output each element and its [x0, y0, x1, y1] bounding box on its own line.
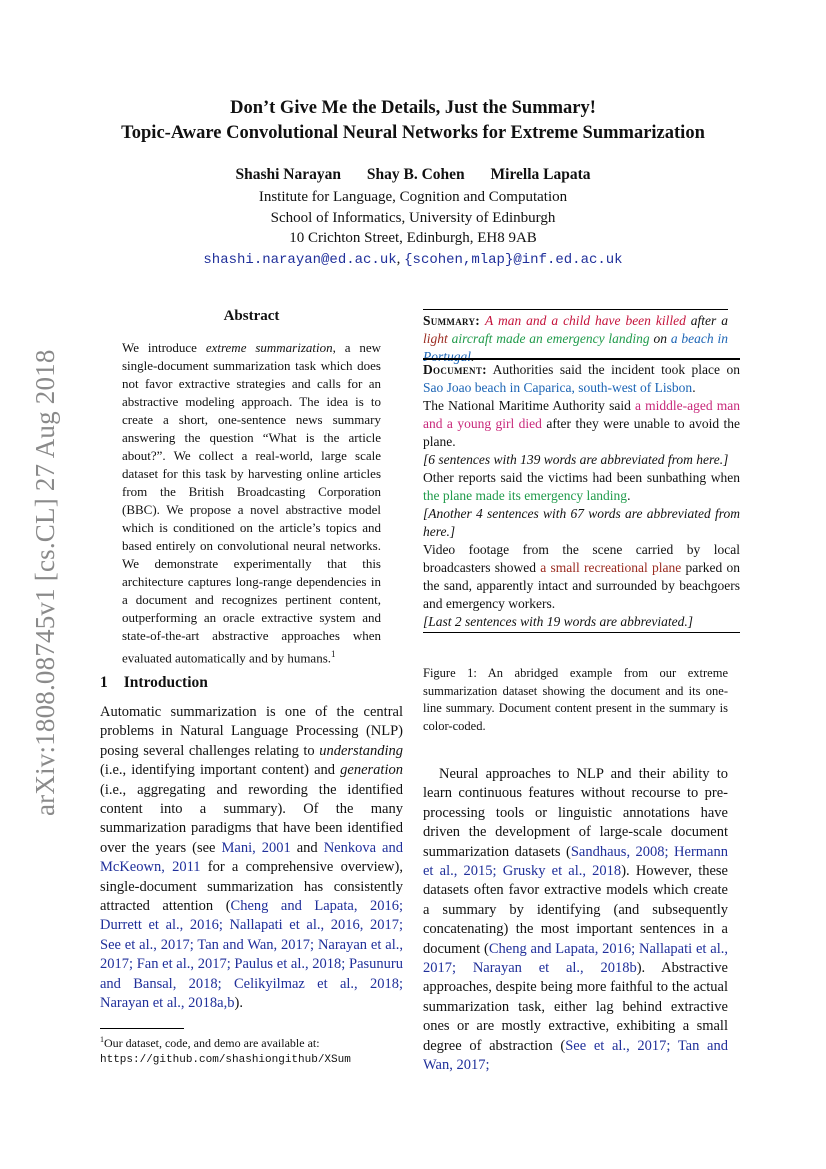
title-line-2: Topic-Aware Convolutional Neural Networks for Extreme Summarization [121, 123, 705, 143]
intro-paragraph: Automatic summarization is one of the central problems in Natural Language Processing (NLP) posing several challenges relating to understanding (i.e., identifying important content) and generation (i.e., aggregating and rewording the identified content into a summary). Of the many summarization paradigms that have been identified over the years (see Mani, 2001 and Nenkova and McKeown, 2011 for a comprehensive overview), single-document summarization has consistently attracted attention (Cheng and Lapata, 2016; Durrett et al., 2016; Nallapati et al., 2016, 2017; See et al., 2017; Tan and Wan, 2017; Narayan et al., 2017; Fan et al., 2017; Paulus et al., 2018; Pasunuru and Bansal, 2018; Celikyilmaz et al., 2018; Narayan et al., 2018a,b). [100, 704, 403, 1012]
abstract-text: We introduce extreme summarization, a new single-document summarization task which does not favor extractive strategies and calls for an abstractive modeling approach. The idea is to create a short, one-sentence news summary answering the question “What is the article about?”. We collect a real-world, large scale dataset for this task by harvesting online articles from the British Broadcasting Corporation (BBC). We propose a novel abstractive model which is conditioned on the article’s topics and based entirely on convolutional neural networks. We demonstrate experimentally that this architecture captures long-range dependencies in a document and recognizes pertinent content, outperforming an oracle extractive system and state-of-the-art abstractive approaches when evaluated automatically and by humans.$^1$ [122, 340, 382, 666]
footnote-url[interactable]: https://github.com/shashiongithub/XSum [100, 1054, 351, 1066]
author-list [0, 166, 826, 184]
author-name: Shay B. Cohen [366, 166, 465, 183]
abstract-heading: Abstract [223, 308, 280, 324]
footnote-mark[interactable]: 1 [331, 649, 336, 659]
document-label: Document: [423, 362, 487, 377]
section-heading: 1 Introduction [100, 674, 208, 691]
author-name: Shashi Narayan [235, 166, 341, 183]
abstract-section [100, 308, 403, 667]
paper-title [0, 96, 826, 146]
footnote: $^1$Our dataset, code, and demo are available at: https://github.com/shashiongithub/XSum [100, 1035, 351, 1066]
figure-caption: Figure 1: An abridged example from our extreme summarization dataset showing the document and its one-line summary. Document content present in the summary is color-coded. [423, 666, 728, 733]
email-link[interactable]: {scohen,mlap}@inf.ed.ac.uk [404, 251, 623, 268]
affiliation-line: Institute for Language, Cognition and Computation [258, 189, 568, 205]
citation-link[interactable]: See et al., 2017; Tan and Wan, 2017; [423, 1037, 728, 1074]
citation-link[interactable]: Cheng and Lapata, 2016; Durrett et al., 2016; Nallapati et al., 2016, 2017; See et al., 2017; Tan and Wan, 2017; Narayan et al., 2017; Fan et al., 2017; Paulus et al., 2018; Pasunuru and Bansal, 2018; Celikyilmaz et al., 2018; Narayan et al., 2018a,b [100, 898, 403, 1012]
citation-link[interactable]: Cheng and Lapata, 2016; Nallapati et al., 2017; Narayan et al., 2018b [423, 940, 728, 977]
affiliation-line: School of Informatics, University of Edinburgh [270, 209, 556, 226]
email-link[interactable]: shashi.narayan@ed.ac.uk [203, 251, 397, 268]
summary-label: Summary: [423, 313, 481, 328]
column2-paragraph: Neural approaches to NLP and their ability to learn continuous features without recourse to pre-processing tools or linguistic annotations have driven the development of large-scale document summarization datasets (Sandhaus, 2008; Hermann et al., 2015; Grusky et al., 2018). However, these datasets often favor extractive models which create a summary by identifying (and subsequently concatenating) the most important sentences in a document (Cheng and Lapata, 2016; Nallapati et al., 2017; Narayan et al., 2018b). Abstractive approaches, despite being more faithful to the actual summarization task, either lag behind extractive ones or are mostly extractive, exhibiting a small degree of abstraction (See et al., 2017; Tan and Wan, 2017; [423, 766, 728, 1074]
citation-link[interactable]: Nenkova and McKeown, 2011 [100, 839, 403, 876]
citation-link[interactable]: Sandhaus, 2008; Hermann et al., 2015; Grusky et al., 2018 [423, 843, 728, 880]
figure-summary-box: Summary: A man and a child have been killed after a light aircraft made an emergency landing on a beach in Portugal. [423, 309, 728, 366]
figure-document-box: Document: Authorities said the incident took place on Sao Joao beach in Caparica, south-west of Lisbon. The National Maritime Authority said a middle-aged man and a young girl died after they were unable to avoid the plane. [6 sentences with 139 words are abbreviated from here.] Other reports said the victims had been sunbathing when the plane made its emergency landing. [Another 4 sentences with 67 words are abbreviated from here.] Video footage from the scene carried by local broadcasters showed a small recreational plane parked on the sand, apparently intact and surrounded by beachgoers and emergency workers. [Last 2 sentences with 19 words are abbreviated.] [423, 358, 740, 633]
affiliation-line: 10 Crichton Street, Edinburgh, EH8 9AB [289, 230, 537, 246]
footnote-rule [100, 1028, 184, 1029]
citation-link[interactable]: Mani, 2001 [221, 839, 291, 856]
arxiv-id[interactable]: arXiv:1808.08745v1 [cs.CL] 27 Aug 2018 [30, 349, 60, 816]
email-line: shashi.narayan@ed.ac.uk, {scohen,mlap}@inf.ed.ac.uk [203, 250, 623, 268]
title-line-1: Don’t Give Me the Details, Just the Summary! [230, 98, 596, 118]
affiliation-block [0, 187, 826, 270]
author-name: Mirella Lapata [490, 166, 591, 183]
